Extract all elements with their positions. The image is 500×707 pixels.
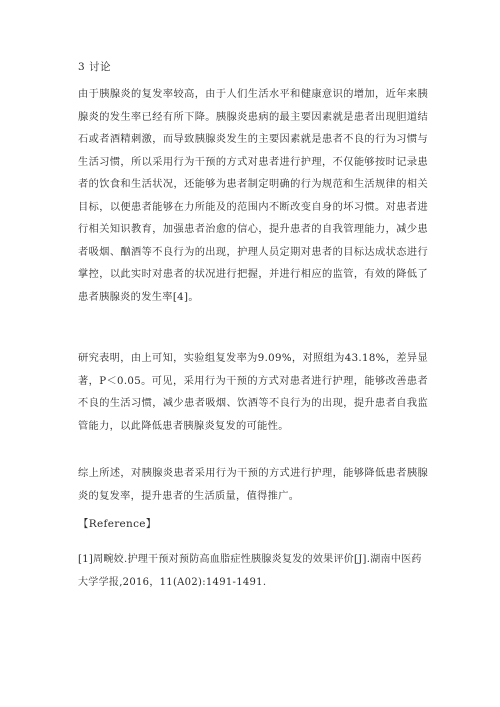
section-heading: 3 讨论 (78, 61, 112, 73)
body-paragraph: 研究表明，由上可知，实验组复发率为9.09%，对照组为43.18%，差异显著，P＜0.05。可见，采用行为干预的方式对患者进行护理，能够改善患者不良的生活习惯，减少患者吸烟、饮酒等不良行为的出现，提升患者自我监管能力，以此降低患者胰腺炎复发的可能性。 (78, 353, 428, 432)
body-paragraph: 由于胰腺炎的复发率较高，由于人们生活水平和健康意识的增加，近年来胰腺炎的发生率已经有所下降。胰腺炎患病的最主要因素就是患者出现胆道结石或者酒精刺激，而导致胰腺炎发生的主要因素就是患者不良的行为习惯与生活习惯，所以采用行为干预的方式对患者进行护理，不仅能够按时记录患者的饮食和生活状况，还能够为患者制定明确的行为规范和生活规律的相关目标，以便患者能够在力所能及的范围内不断改变自身的坏习惯。对患者进行相关知识教育，加强患者治愈的信心，提升患者的自我管理能力，减少患者吸烟、酗酒等不良行为的出现，护理人员定期对患者的目标达成状态进行掌控，以此实时对患者的状况进行把握，并进行相应的监管，有效的降低了患者胰腺炎的发生率[4]。 (78, 89, 428, 303)
body-paragraph: 综上所述，对胰腺炎患者采用行为干预的方式进行护理，能够降低患者胰腺炎的复发率，提升患者的生活质量，值得推广。 (78, 468, 428, 502)
reference-item: [1]周畹姣.护理干预对预防高血脂症性胰腺炎复发的效果评价[J].湖南中医药大学学报,2016，11(A02):1491-1491. (78, 554, 422, 588)
reference-heading: 【Reference】 (78, 518, 157, 530)
